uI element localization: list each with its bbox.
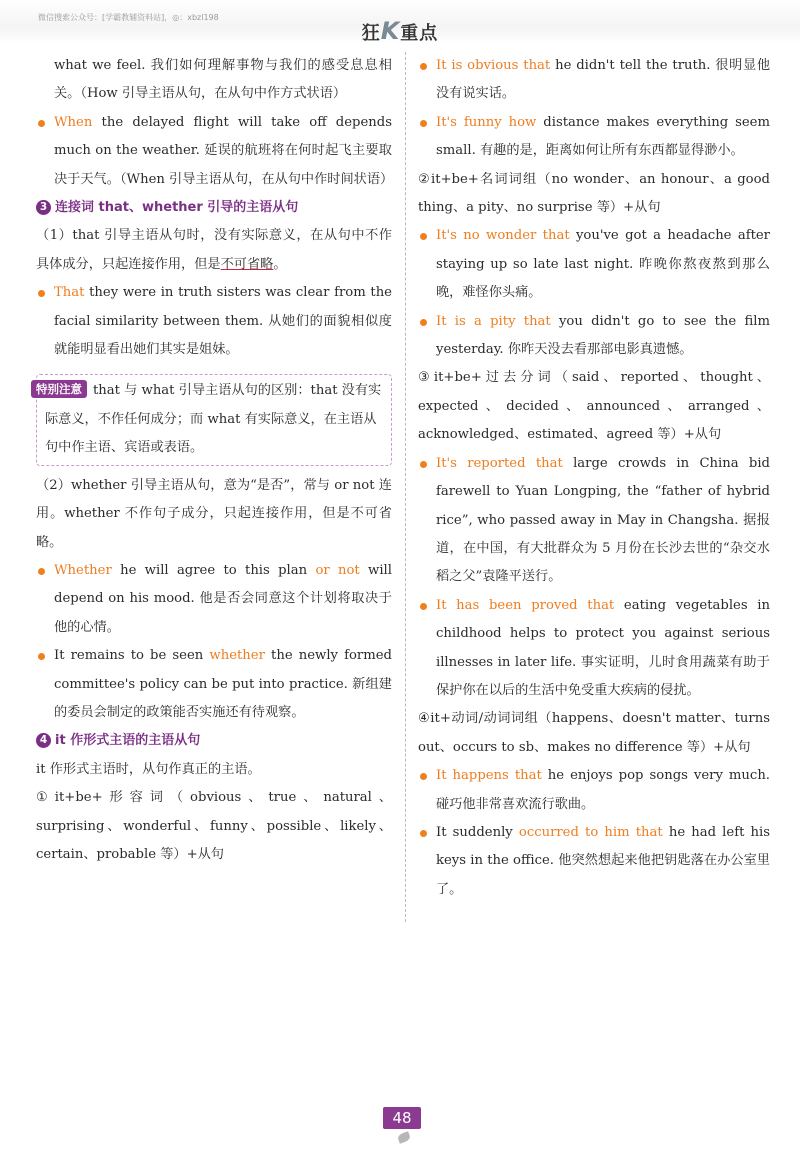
example-it-remains-b: the newly formed committee's policy can be put into practice. 新组建的委员会制定的政策能否实施还有待观察。 [54, 648, 392, 720]
header-title-pre: 狂 [361, 23, 381, 44]
paragraph-whether-rule: （2）whether 引导主语从句，意为“是否”，常与 or not 连用。whether 不作句子成分，只起连接作用，但是不可省略。 [36, 477, 392, 550]
page-number: 48 [383, 1107, 421, 1129]
keyword-its-reported: It's reported that [436, 455, 563, 471]
keyword-it-is-obvious: It is obvious that [436, 58, 551, 73]
underlined-not-omittable: 不可省略 [220, 256, 274, 272]
paragraph-it-formal-subject: it 作形式主语时，从句作真正的主语。 [36, 761, 261, 777]
column-divider [405, 52, 406, 922]
example-no-wonder-text: you've got a headache after staying up so late last night. 昨晚你熬夜熬到那么晚，难怪你头痛。 [436, 228, 770, 301]
watermark-text: 微信搜索公众号：[学霸教辅资料站]，◎：xbzl198 [38, 13, 219, 22]
rule-it-verb: ④it+动词/动词词组（happens、doesn't matter、turns out、occurs to sb、makes no difference 等）+从句 [418, 711, 770, 755]
special-note-text: that 与 what 引导主语从句的区别：that 没有实际意义，不作任何成分；而 what 有实际意义，在主语从句中作主语、宾语或表语。 [45, 383, 382, 456]
example-a-pity [418, 308, 770, 365]
section-3-title: 连接词 that、whether 引导的主语从句 [55, 200, 299, 216]
keyword-or-not: or not [315, 562, 360, 578]
example-happens [418, 762, 770, 819]
example-happens-text: he enjoys pop songs very much. 碰巧他非常喜欢流行歌曲。 [436, 768, 770, 812]
rule-it-be-adjective: ①it+be+形容词（obvious、true、natural、surprising、wonderful、funny、possible、likely、certain、probable 等）+从句 [36, 790, 392, 862]
special-note-badge: 特别注意 [31, 380, 87, 398]
keyword-when: When [54, 114, 93, 130]
example-it-remains [36, 642, 392, 727]
example-whether-text-a: he will agree to this plan [111, 562, 316, 578]
example-that [36, 279, 392, 364]
section-4-title: it 作形式主语的主语从句 [55, 733, 201, 749]
example-its-funny [418, 109, 770, 166]
header-title-post: 重点 [400, 23, 439, 44]
header-title-k: K [380, 17, 401, 45]
example-it-remains-a: It remains to be seen [54, 648, 210, 664]
example-reported-text: large crowds in China bid farewell to Yuan Longping, the “father of hybrid rice”, who passed away in May in Changsha. 据报道，在中国，有大批群众为 5 月份在长沙去世的“杂交水稻之父”袁隆平送行。 [436, 455, 770, 585]
example-occurred [418, 819, 770, 904]
leaf-icon [397, 1131, 411, 1144]
example-whether [36, 557, 392, 642]
example-that-text: they were in truth sisters was clear from the facial similarity between them. 从她们的面貌相似度就能明显看出她们其实是姐妹。 [54, 285, 392, 358]
section-4-heading [36, 727, 392, 755]
section-3-number: 3 [36, 200, 51, 215]
example-it-is-obvious-text: he didn't tell the truth. 很明显他没有说实话。 [436, 58, 771, 102]
rule-it-be-noun: ②it+be+名词词组（no wonder、an honour、a good thing、a pity、no surprise 等）+从句 [418, 171, 770, 216]
keyword-it-happens: It happens that [436, 768, 542, 784]
paragraph-that-rule [36, 222, 392, 279]
paragraph-that-rule-b: 。 [273, 256, 287, 272]
example-it-is-obvious [418, 52, 770, 109]
section-3-heading [36, 194, 392, 222]
example-its-funny-text: distance makes everything seem small. 有趣的是，距离如何让所有东西都显得渺小。 [436, 114, 770, 159]
example-when [36, 109, 392, 194]
keyword-whether-2: whether [209, 648, 265, 664]
header-title [0, 17, 800, 45]
left-column [36, 52, 392, 869]
paragraph-how-continuation: what we feel. 我们如何理解事物与我们的感受息息相关。（How 引导主语从句，在从句中作方式状语） [54, 58, 392, 102]
special-note-box [36, 374, 392, 465]
example-whether-text-b: will depend on his mood. 他是否会同意这个计划将取决于他的心情。 [54, 562, 392, 635]
paragraph-that-rule-a: （1）that 引导主语从句时，没有实际意义，在从句中不作具体成分，只起连接作用，但是 [36, 228, 392, 272]
section-4-number: 4 [36, 733, 51, 748]
keyword-occurred-to-him: occurred to him that [518, 824, 663, 840]
right-column [418, 52, 770, 904]
example-no-wonder [418, 222, 770, 307]
example-a-pity-text: you didn't go to see the film yesterday. 你昨天没去看那部电影真遗憾。 [436, 313, 771, 358]
example-proved [418, 592, 770, 706]
example-occurred-a: It suddenly [436, 824, 519, 840]
keyword-its-funny-how: It's funny how [436, 114, 537, 130]
example-when-text: the delayed flight will take off depends much on the weather. 延误的航班将在何时起飞主要取决于天气。（When 引导主语从句，在从句中作时间状语） [54, 114, 394, 187]
example-occurred-b: he had left his keys in the office. 他突然想起来他把钥匙落在办公室里了。 [436, 824, 770, 897]
keyword-that: That [54, 285, 85, 301]
keyword-no-wonder: It's no wonder that [436, 228, 570, 244]
example-proved-text: eating vegetables in childhood helps to protect you against serious illnesses in later life. 事实证明，儿时食用蔬菜有助于保护你在以后的生活中免受重大疾病的侵扰。 [436, 597, 770, 698]
example-reported [418, 450, 770, 592]
keyword-whether: Whether [54, 562, 112, 578]
keyword-has-been-proved: It has been proved that [436, 597, 615, 613]
rule-it-be-past-participle: ③it+be+过去分词（said、reported、thought、expected、decided、announced、arranged、acknowledged、estimated、agreed 等）+从句 [418, 370, 770, 443]
keyword-a-pity: It is a pity that [436, 313, 551, 329]
